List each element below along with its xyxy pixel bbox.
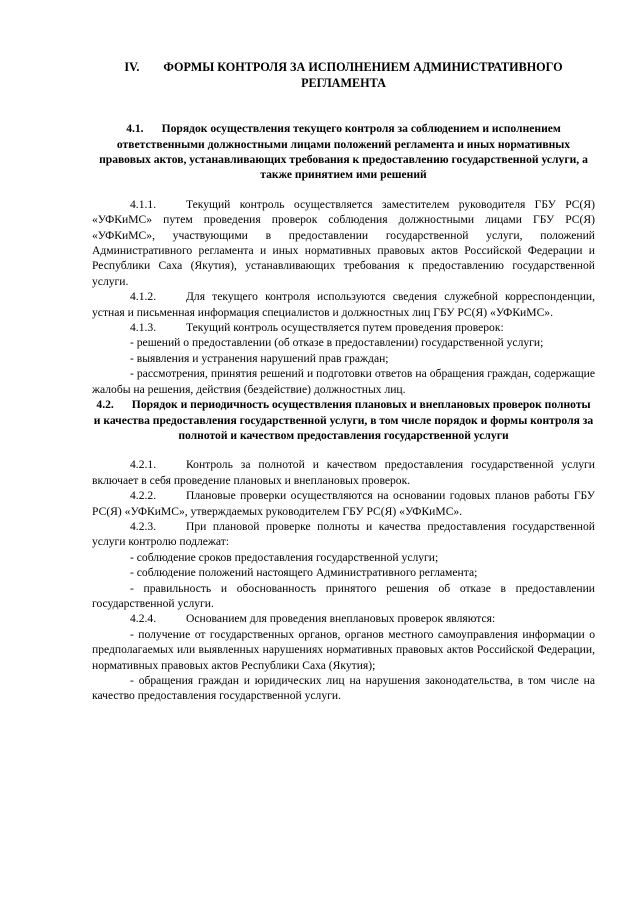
subsection-title: Порядок и периодичность осуществления плановых и внеплановых проверок полноты и качества предоставления государственной услуги, в том числе порядок и формы контроля за полнотой и качеством предоставления государственной услуги — [93, 398, 594, 442]
paragraph-text: Основанием для проведения внеплановых проверок являются: — [186, 612, 496, 626]
paragraph-number: 4.1.2. — [130, 290, 157, 304]
subsection-heading-4-2 — [92, 397, 595, 443]
paragraph-4-1-3 — [92, 320, 595, 335]
section-heading — [92, 60, 595, 91]
list-item: - рассмотрения, принятия решений и подготовки ответов на обращения граждан, содержащие жалобы на решения, действия (бездействие) должностных лиц. — [92, 367, 595, 396]
paragraph-number: 4.2.2. — [130, 489, 157, 503]
paragraph-4-1-1 — [92, 197, 595, 289]
list-item: - выявления и устранения нарушений прав граждан; — [130, 351, 389, 365]
paragraph-number: 4.1.1. — [130, 197, 157, 211]
paragraph-text: Текущий контроль осуществляется путем проведения проверок: — [186, 321, 504, 335]
paragraph-text: При плановой проверке полноты и качества предоставления государственной услуги контролю подлежат: — [92, 519, 595, 549]
paragraph-text: Контроль за полнотой и качеством предоставления государственной услуги включает в себя проведение плановых и внеплановых проверок. — [92, 458, 595, 487]
section-number: IV. — [124, 60, 140, 74]
list-item: - получение от государственных органов, органов местного самоуправления информации о предполагаемых или выявленных нарушениях нормативных правовых актов Российской Федерации, нормативных правовых актов Республики Саха (Якутия); — [92, 627, 595, 672]
paragraph-4-2-4 — [92, 611, 595, 626]
paragraph-number: 4.2.4. — [130, 612, 157, 626]
subsection-heading-4-1 — [92, 121, 595, 183]
document-body — [92, 60, 595, 704]
subsection-title: Порядок осуществления текущего контроля за соблюдением и исполнением ответственными должностными лицами положений регламента и иных нормативных правовых актов, устанавливающих требования к предоставлению государственной услуги, а также принятием ими решений — [99, 122, 588, 182]
paragraph-number: 4.2.3. — [130, 519, 157, 533]
paragraph-text: Плановые проверки осуществляются на основании годовых планов работы ГБУ РС(Я) «УФКиМС», утверждаемых руководителем ГБУ РС(Я) «УФКиМС». — [92, 489, 595, 518]
subsection-number: 4.1. — [126, 122, 144, 136]
list-item: - соблюдение положений настоящего Административного регламента; — [130, 566, 478, 580]
list-item: - решений о предоставлении (об отказе в предоставлении) государственной услуги; — [130, 336, 544, 350]
paragraph-number: 4.1.3. — [130, 321, 157, 335]
section-title: ФОРМЫ КОНТРОЛЯ ЗА ИСПОЛНЕНИЕМ АДМИНИСТРАТИВНОГО РЕГЛАМЕНТА — [163, 60, 563, 90]
list-item: - правильность и обоснованность принятого решения об отказе в предоставлении государственной услуги. — [92, 581, 595, 610]
subsection-number: 4.2. — [96, 398, 114, 412]
paragraph-4-2-1 — [92, 457, 595, 488]
paragraph-4-2-2 — [92, 488, 595, 519]
paragraph-4-2-3 — [92, 519, 595, 550]
list-item: - соблюдение сроков предоставления государственной услуги; — [130, 550, 439, 564]
paragraph-4-1-2 — [92, 289, 595, 320]
paragraph-text: Для текущего контроля используются сведения служебной корреспонденции, устная и письменная информация специалистов и должностных лиц ГБУ РС(Я) «УФКиМС». — [92, 290, 595, 319]
paragraph-number: 4.2.1. — [130, 458, 157, 472]
paragraph-text: Текущий контроль осуществляется заместителем руководителя ГБУ РС(Я) «УФКиМС» путем проведения проверок соблюдения должностными лицами ГБУ РС(Я) «УФКиМС», участвующими в предоставлении государственной услуги, положений Административного регламента и иных нормативных правовых актов Российской Федерации и Республики Саха (Якутия), устанавливающих требования к предоставлению государственной услуги. — [92, 197, 595, 288]
list-item: - обращения граждан и юридических лиц на нарушения законодательства, в том числе на качество предоставления государственной услуги. — [92, 674, 595, 703]
